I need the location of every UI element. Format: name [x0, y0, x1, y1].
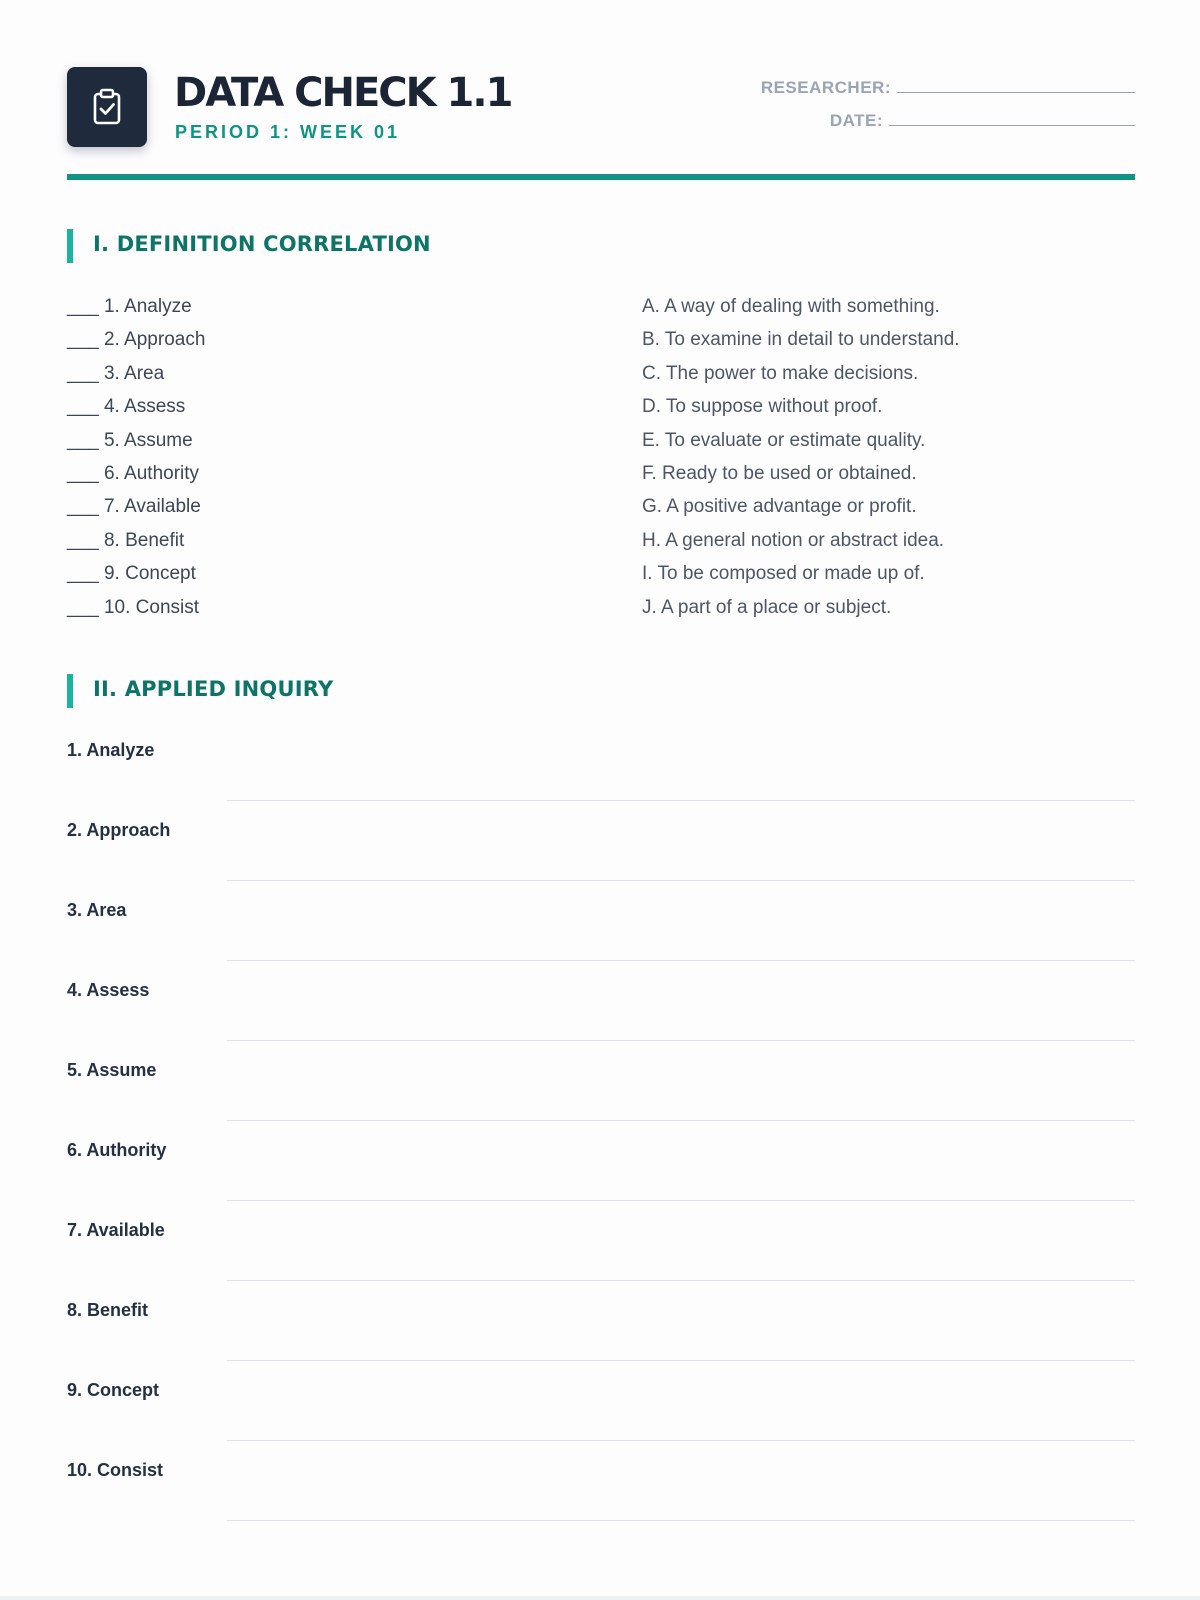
inquiry-row [67, 968, 1135, 1048]
term-item[interactable]: ___ 4. Assess [67, 396, 186, 418]
answer-line[interactable] [227, 1200, 1135, 1201]
inquiry-row [67, 1448, 1135, 1528]
inquiry-label: 4. Assess [67, 980, 150, 1000]
inquiry-label: 2. Approach [67, 820, 171, 840]
term-item[interactable]: ___ 9. Concept [67, 563, 196, 585]
term-item[interactable]: ___ 6. Authority [67, 462, 200, 484]
definition-item: E. To evaluate or estimate quality. [642, 429, 926, 451]
section-title: I. DEFINITION CORRELATION [93, 232, 431, 256]
inquiry-label: 1. Analyze [67, 740, 155, 760]
clipboard-check-icon [87, 87, 127, 127]
answer-line[interactable] [227, 1360, 1135, 1361]
term-item[interactable]: ___ 3. Area [67, 362, 165, 384]
inquiry-list [67, 728, 1135, 1528]
section-accent-bar [67, 674, 73, 708]
inquiry-row [67, 1208, 1135, 1288]
answer-line[interactable] [227, 800, 1135, 801]
inquiry-label: 3. Area [67, 900, 127, 920]
definition-list [642, 290, 1135, 624]
researcher-field[interactable] [761, 77, 1135, 110]
term-list [67, 290, 567, 624]
inquiry-label: 6. Authority [67, 1140, 167, 1160]
section-title: II. APPLIED INQUIRY [93, 677, 334, 701]
inquiry-row [67, 888, 1135, 968]
header-icon-tile [67, 67, 147, 147]
worksheet-page [67, 0, 1135, 1600]
worksheet-header [67, 67, 1135, 187]
inquiry-row [67, 1128, 1135, 1208]
section-accent-bar [67, 229, 73, 263]
definition-item: H. A general notion or abstract idea. [642, 529, 945, 551]
definition-item: I. To be composed or made up of. [642, 563, 925, 585]
inquiry-label: 5. Assume [67, 1060, 157, 1080]
header-divider [67, 174, 1135, 180]
inquiry-label: 10. Consist [67, 1460, 164, 1480]
definition-item: B. To examine in detail to understand. [642, 329, 960, 351]
inquiry-row [67, 1368, 1135, 1448]
term-item[interactable]: ___ 5. Assume [67, 429, 193, 451]
page-bottom-strip [0, 1596, 1200, 1600]
inquiry-label: 9. Concept [67, 1380, 160, 1400]
term-item[interactable]: ___ 2. Approach [67, 329, 206, 351]
page-subtitle: PERIOD 1: WEEK 01 [175, 122, 401, 142]
inquiry-label: 7. Available [67, 1220, 165, 1240]
answer-line[interactable] [227, 1440, 1135, 1441]
researcher-label: RESEARCHER: [760, 78, 891, 97]
answer-line[interactable] [227, 1520, 1135, 1521]
answer-line[interactable] [227, 1040, 1135, 1041]
definition-item: F. Ready to be used or obtained. [642, 462, 917, 484]
definition-item: G. A positive advantage or profit. [642, 496, 917, 518]
meta-fields [761, 77, 1135, 143]
section-applied-inquiry [67, 674, 1135, 708]
inquiry-row [67, 1048, 1135, 1128]
term-item[interactable]: ___ 8. Benefit [67, 529, 185, 551]
researcher-blank[interactable] [897, 80, 1135, 93]
definition-item: D. To suppose without proof. [642, 396, 883, 418]
definition-item: J. A part of a place or subject. [642, 596, 892, 618]
date-field[interactable] [761, 110, 1135, 143]
term-item[interactable]: ___ 1. Analyze [67, 296, 192, 317]
answer-line[interactable] [227, 960, 1135, 961]
inquiry-row [67, 1288, 1135, 1368]
inquiry-label: 8. Benefit [67, 1300, 149, 1320]
answer-line[interactable] [227, 1120, 1135, 1121]
definition-item: C. The power to make decisions. [642, 362, 919, 384]
inquiry-row [67, 728, 1135, 808]
date-label: DATE: [829, 111, 883, 130]
term-item[interactable]: ___ 10. Consist [67, 596, 200, 618]
date-blank[interactable] [889, 113, 1135, 126]
term-item[interactable]: ___ 7. Available [67, 496, 201, 518]
answer-line[interactable] [227, 1280, 1135, 1281]
definition-item: A. A way of dealing with something. [642, 296, 940, 317]
section-definition-correlation [67, 229, 1135, 263]
answer-line[interactable] [227, 880, 1135, 881]
inquiry-row [67, 808, 1135, 888]
page-title: DATA CHECK 1.1 [174, 70, 512, 116]
